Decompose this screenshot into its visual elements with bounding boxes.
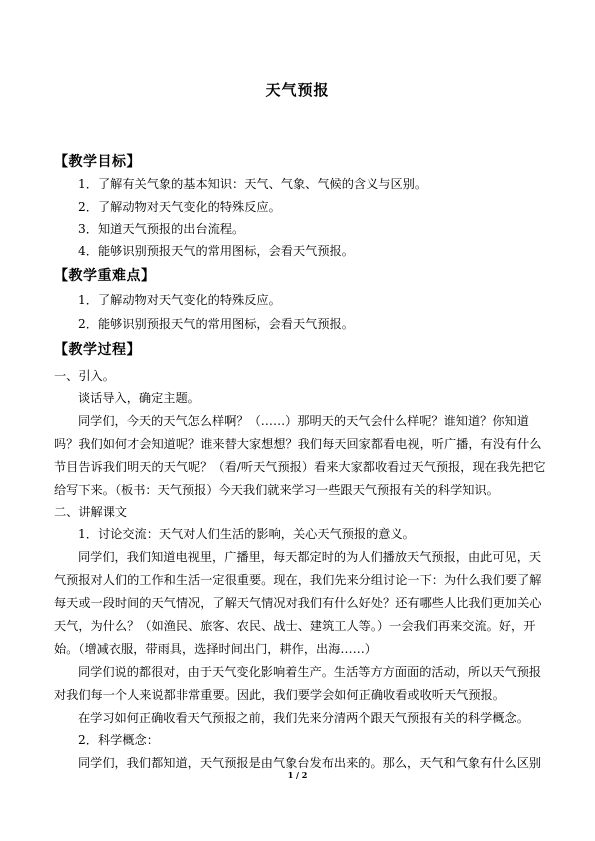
process-line: 天气，为什么？（如渔民、旅客、农民、战士、建筑工人等。）一会我们再来交流。好，开 (54, 619, 536, 633)
process-line: 同学们说的都很对，由于天气变化影响着生产。生活等方方面面的活动，所以天气预报 (78, 665, 542, 679)
section-heading-keypoints: 【教学重难点】 (54, 268, 156, 284)
process-line: 给写下来。（板书：天气预报）今天我们就来学习一些跟天气预报有关的科学知识。 (54, 483, 499, 497)
keypoint-item: 2．能够识别预报天气的常用图标，会看天气预报。 (78, 317, 354, 331)
process-line: 吗？我们如何才会知道呢？谁来替大家想想？我们每天回家都看电视，听广播，有没有什么 (54, 437, 542, 451)
process-line: 一、引入。 (54, 369, 115, 383)
goal-item: 4．能够识别预报天气的常用图标，会看天气预报。 (78, 244, 354, 258)
process-line: 同学们，我们都知道，天气预报是由气象台发布出来的。那么，天气和气象有什么区别 (78, 756, 542, 770)
process-line: 气预报对人们的工作和生活一定很重要。现在，我们先来分组讨论一下：为什么我们要了解 (54, 573, 542, 587)
process-line: 同学们，我们知道电视里，广播里，每天都定时的为人们播放天气预报，由此可见，天 (78, 550, 542, 564)
process-line: 节目告诉我们明天的天气呢？（看/听天气预报）看来大家都收看过天气预报，现在我先把它 (54, 460, 546, 474)
process-line: 2．科学概念： (78, 733, 159, 747)
goal-item: 2．了解动物对天气变化的特殊反应。 (78, 200, 281, 214)
process-line: 同学们，今天的天气怎么样啊？（……）那明天的天气会什么样呢？谁知道？你知道 (78, 414, 529, 428)
process-line: 对我们每一个人来说都非常重要。因此，我们要学会如何正确收看或收听天气预报。 (54, 688, 505, 702)
process-line: 1．讨论交流：天气对人们生活的影响，关心天气预报的意义。 (78, 527, 415, 541)
keypoint-item: 1．了解动物对天气变化的特殊反应。 (78, 293, 281, 307)
process-line: 始。（增减衣服，带雨具，选择时间出门，耕作，出海……） (54, 642, 377, 656)
process-line: 在学习如何正确收看天气预报之前，我们先来分清两个跟天气预报有关的科学概念。 (78, 711, 529, 725)
process-line: 二、讲解课文 (54, 505, 128, 519)
goal-item: 3．知道天气预报的出台流程。 (78, 222, 245, 236)
document-title: 天气预报 (265, 81, 330, 99)
process-line: 每天或一段时间的天气情况，了解天气情况对我们有什么好处？还有哪些人比我们更加关心 (54, 596, 542, 610)
section-heading-goals: 【教学目标】 (54, 154, 141, 170)
section-heading-process: 【教学过程】 (54, 342, 141, 358)
process-line: 谈话导入，确定主题。 (78, 391, 200, 405)
goal-item: 1．了解有关气象的基本知识：天气、气象、气候的含义与区别。 (78, 177, 428, 191)
page-number: 1 / 2 (287, 770, 308, 780)
